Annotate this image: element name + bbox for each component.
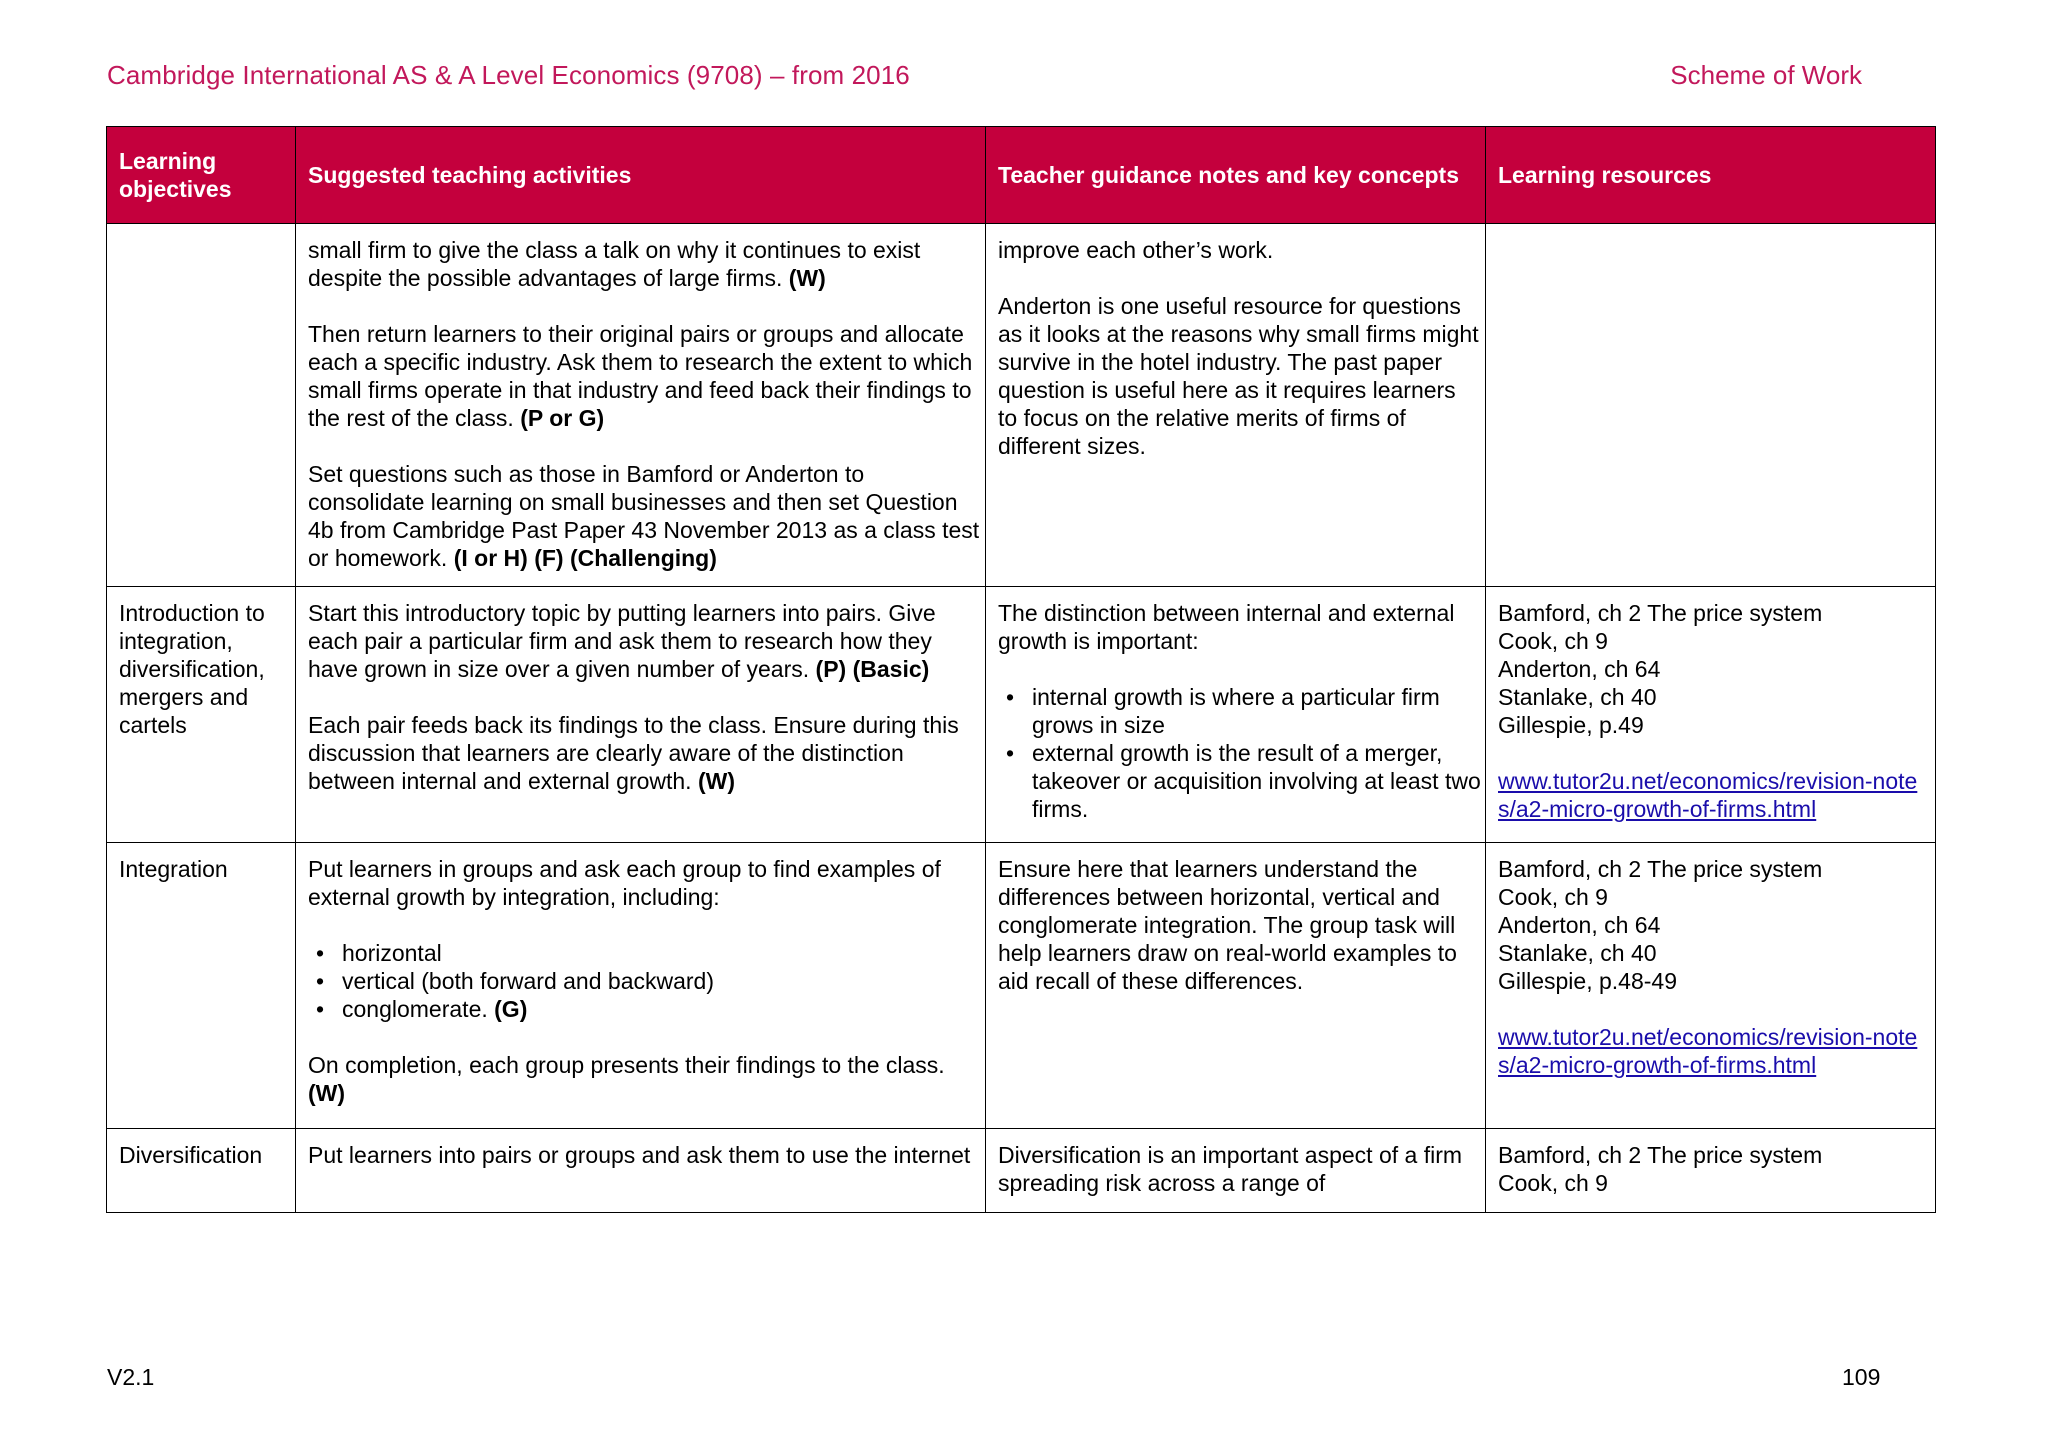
guidance-cell: [986, 587, 1486, 843]
tutor2u-link[interactable]: www.tutor2u.net/economics/revision-notes/a2-micro-growth-of-firms.html: [1498, 1024, 1918, 1078]
table-row: [107, 224, 1936, 587]
column-header-learning-resources: Learning resources: [1486, 127, 1936, 224]
guidance-cell: [986, 1129, 1486, 1213]
tutor2u-link[interactable]: www.tutor2u.net/economics/revision-notes/a2-micro-growth-of-firms.html: [1498, 768, 1918, 822]
resources-cell: [1486, 1129, 1936, 1213]
guidance-paragraph: Anderton is one useful resource for questions as it looks at the reasons why small firms might survive in the hotel industry. The past paper question is useful here as it requires learners to focus on the relative merits of firms of different sizes.: [998, 293, 1479, 459]
document-subtitle: Scheme of Work: [1670, 60, 1862, 90]
activity-paragraph: Then return learners to their original pairs or groups and allocate each a specific industry. Ask them to research the extent to which small firms operate in that industry and feed back their findings to the rest of the class. (P or G): [308, 321, 973, 431]
table-header-row: [107, 127, 1936, 224]
resource-line: Anderton, ch 64: [1498, 912, 1661, 938]
activity-paragraph: Put learners in groups and ask each group to find examples of external growth by integration, including:: [308, 856, 941, 910]
resource-line: Cook, ch 9: [1498, 1170, 1608, 1196]
resource-list: [1498, 855, 1931, 995]
activities-cell: [296, 587, 986, 843]
resource-line: Gillespie, p.48-49: [1498, 968, 1677, 994]
activity-paragraph: On completion, each group presents their findings to the class. (W): [308, 1052, 945, 1106]
resources-cell: [1486, 843, 1936, 1129]
list-item: • horizontal: [308, 939, 981, 967]
table-row: [107, 843, 1936, 1129]
objective-cell: Diversification: [107, 1129, 296, 1213]
guidance-paragraph: Diversification is an important aspect of a firm spreading risk across a range of: [998, 1142, 1463, 1196]
list-item: • internal growth is where a particular firm grows in size: [998, 683, 1481, 739]
scheme-of-work-table: [106, 126, 1936, 1213]
guidance-paragraph: improve each other’s work.: [998, 237, 1274, 263]
activity-paragraph: Set questions such as those in Bamford or Anderton to consolidate learning on small businesses and then set Question 4b from Cambridge Past Paper 43 November 2013 as a class test or homework. (I or H) (F) (Challenging): [308, 461, 980, 571]
page-number: 109: [1842, 1364, 1881, 1390]
list-item: • conglomerate. (G): [308, 995, 981, 1023]
table-row: [107, 1129, 1936, 1213]
resource-list: [1498, 599, 1931, 739]
activity-paragraph: Each pair feeds back its findings to the class. Ensure during this discussion that learners are clearly aware of the distinction between internal and external growth. (W): [308, 712, 959, 794]
objective-cell: Integration: [107, 843, 296, 1129]
guidance-paragraph: The distinction between internal and external growth is important:: [998, 600, 1455, 654]
resources-cell: [1486, 587, 1936, 843]
resource-line: Bamford, ch 2 The price system: [1498, 856, 1823, 882]
resource-line: Bamford, ch 2 The price system: [1498, 1142, 1823, 1168]
column-header-guidance-notes: Teacher guidance notes and key concepts: [986, 127, 1486, 224]
resource-line: Cook, ch 9: [1498, 884, 1608, 910]
resource-line: Gillespie, p.49: [1498, 712, 1644, 738]
column-header-learning-objectives: Learning objectives: [107, 127, 296, 224]
table-row: [107, 587, 1936, 843]
objective-cell: Introduction to integration, diversification, mergers and cartels: [107, 587, 296, 843]
activities-cell: [296, 1129, 986, 1213]
resource-list: [1498, 1141, 1931, 1197]
objective-cell: [107, 224, 296, 587]
list-item: • external growth is the result of a merger, takeover or acquisition involving at least two firms.: [998, 739, 1481, 823]
activity-paragraph: Start this introductory topic by putting learners into pairs. Give each pair a particular firm and ask them to research how they have grown in size over a given number of years. (P) (Basic): [308, 600, 936, 682]
version-label: V2.1: [107, 1364, 155, 1390]
resources-cell: [1486, 224, 1936, 587]
document-title: Cambridge International AS & A Level Economics (9708) – from 2016: [107, 60, 910, 90]
guidance-cell: [986, 224, 1486, 587]
activities-cell: [296, 843, 986, 1129]
activity-bullet-list: [308, 939, 981, 1023]
activity-paragraph: small firm to give the class a talk on why it continues to exist despite the possible advantages of large firms. (W): [308, 237, 921, 291]
activities-cell: [296, 224, 986, 587]
list-item: • vertical (both forward and backward): [308, 967, 981, 995]
resource-line: Anderton, ch 64: [1498, 656, 1661, 682]
resource-line: Cook, ch 9: [1498, 628, 1608, 654]
column-header-teaching-activities: Suggested teaching activities: [296, 127, 986, 224]
resource-line: Bamford, ch 2 The price system: [1498, 600, 1823, 626]
resource-line: Stanlake, ch 40: [1498, 684, 1657, 710]
activity-paragraph: Put learners into pairs or groups and ask them to use the internet: [308, 1142, 971, 1168]
guidance-cell: [986, 843, 1486, 1129]
resource-line: Stanlake, ch 40: [1498, 940, 1657, 966]
guidance-bullet-list: [998, 683, 1481, 823]
guidance-paragraph: Ensure here that learners understand the differences between horizontal, vertical and conglomerate integration. The group task will help learners draw on real-world examples to aid recall of these differences.: [998, 856, 1457, 994]
